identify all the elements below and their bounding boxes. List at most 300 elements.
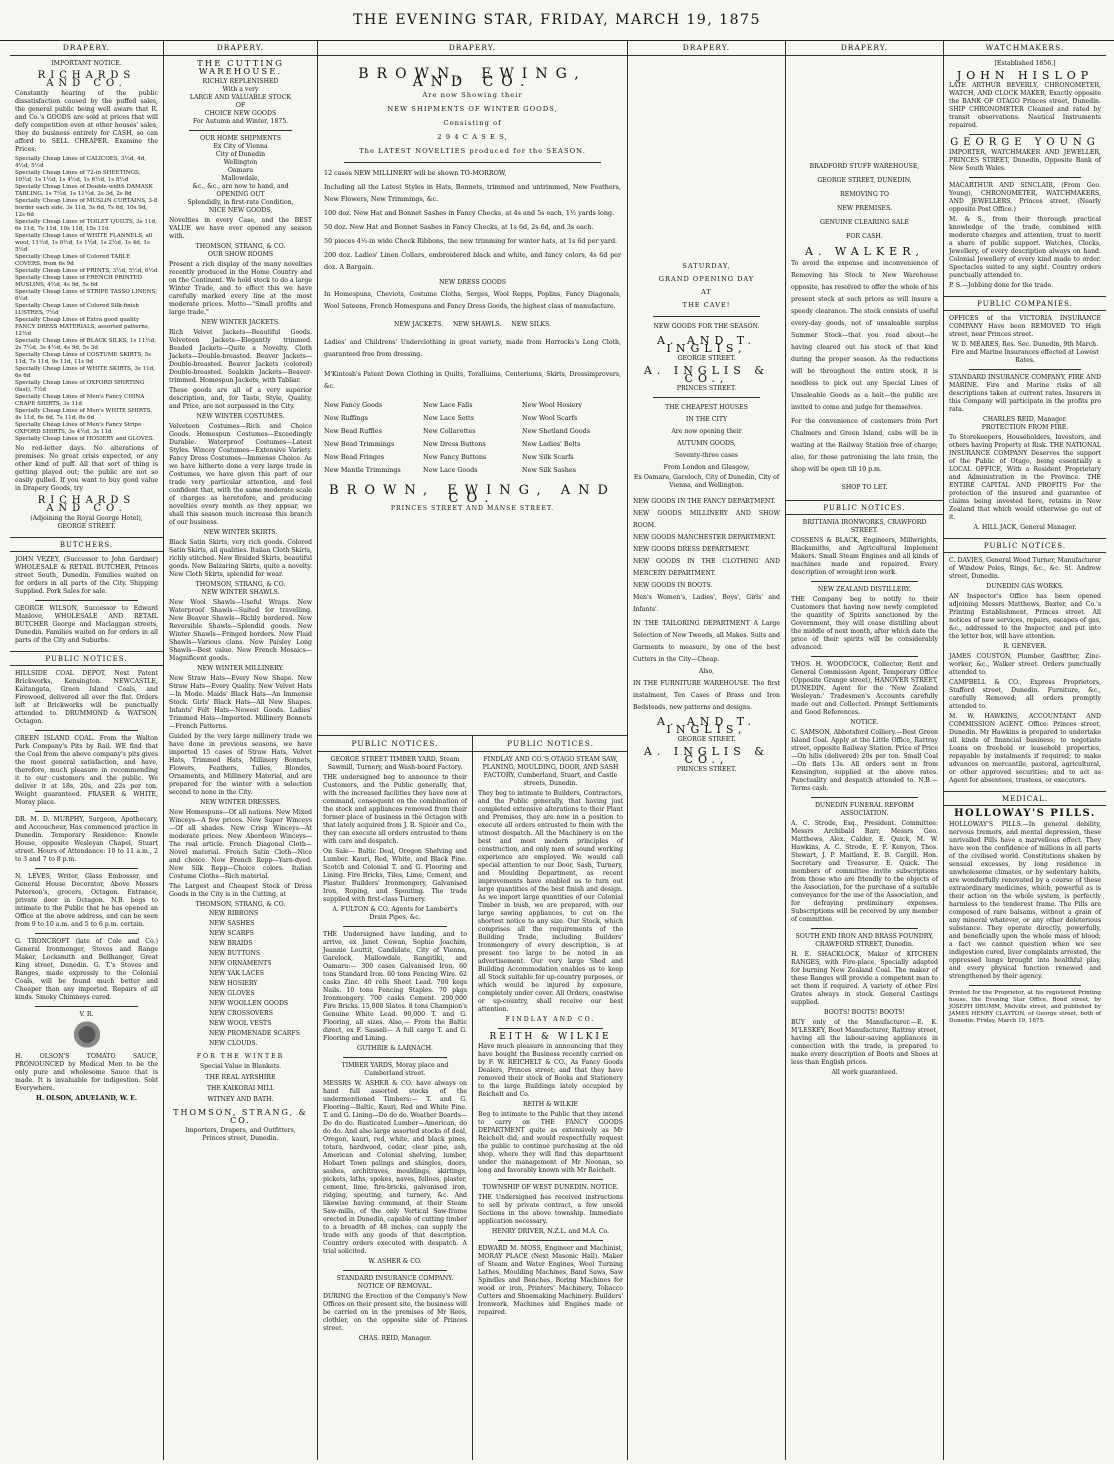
imprint: Printed for the Proprietor, at his registered Printing house, the Evening Star Office, Bond street, by JOSEPH DRUMM, Melville street, and published by JAMES HENRY CLAYTON, of George street, both of Dunedin: Friday, March 19, 1875. xyxy=(949,990,1101,1024)
ad-olson: H. OLSON'S TOMATO SAUCE, PRONOUNCED by Medical Men to be the only pure and wholesome Sauce that is made. It is invaluable for indigestion. Sold Everywhere. xyxy=(15,1053,158,1092)
price-line: Specially Cheap Lines of Men's WHITE SHIRTS, 4s 11d, 6s 6d, 7s 11d, 8s 6d xyxy=(15,408,153,421)
ad-signature: THOMSON, STRANG, & CO. xyxy=(195,243,286,250)
department: Men's Women's, Ladies', Boys', Girls' and Infants'. xyxy=(633,594,780,613)
ad-address: (Adjoining the Royal George Hotel), GEORGE STREET. xyxy=(30,515,143,530)
notice-body: THE Undersigned have landing, and to arrive, ex Janet Cowan, Sophie Joachim, Jeannie Louttit, Candidate, City of Vienna, Garelock, Mallowdale, Rangitiki, and Oamaru:— 300 cases Galvanised Iron. 60 tons Standard Iron. 60 tons Fencing Wire. 62 casks Zinc. 40 rolls Sheet Lead. 700 kegs Nails. 10 tons Fencing Staples. 70 pkgs Ironmongery. 700 casks Cement. 200,000 Fire Bricks. 15,000 Slates. 8 tons Champion's Genuine White Lead. 90,000 T. and G. Flooring, all sizes. Also,— From the Baltic direct, ex F. Sasseli— A full cargo T. and G. Flooring and Lining. xyxy=(323,931,467,1042)
advertiser-name: RICHARDS AND CO. xyxy=(37,495,136,514)
line: IN THE CITY xyxy=(685,416,728,423)
notice-body: THE Company beg to notify to their Customers that having now newly completed the quantity of Spirits sanctioned by the Government, they will cease distilling about the middle of next month, after which date the price of their spirits will be considerably advanced. xyxy=(791,596,938,651)
notice-heading: DUNEDIN FUNERAL REFORM ASSOCIATION. xyxy=(814,802,915,817)
notice-signature: W. D. MEARES, Res. Sec. Dunedin, 9th March. xyxy=(951,341,1099,348)
list-item: NEW SCARFS xyxy=(209,930,254,937)
masthead xyxy=(0,0,1114,41)
price-line: Specially Cheap Lines of Extra good quality FANCY DRESS MATERIALS, assorted patterns, 12½d xyxy=(15,317,150,337)
ad-murphy: DR. M. D. MURPHY, Surgeon, Apothecary, and Accoucheur, Has commenced practice in Dunedin. Temporary Residence: Knowle House, opposite Wesleyan Chapel, Stuart street. Hours of Attendance: 10 to 11 a.m., 2 to 3 and 7 to 8 p.m. xyxy=(15,816,158,863)
offer-line: 50 pieces 4½-in wide Check Ribbons, the new trimming for winter hats, at 1s 6d per yard. xyxy=(324,237,618,245)
line: GRAND OPENING DAY xyxy=(658,275,755,283)
notice-signature: R. GENEVER. xyxy=(1003,643,1047,650)
line: Special Value in Blankets. xyxy=(199,1063,282,1070)
public-notices-b xyxy=(473,735,628,1460)
line: Are now Showing their xyxy=(422,91,523,99)
line: REMOVING TO xyxy=(840,191,889,198)
opening-lines xyxy=(169,191,312,215)
ad-para: M. & S., from their thorough practical knowledge of the trade, combined with moderate charges and attention, trust to merit a share of public support. Watches, Clocks, Jewellery, of every description always on hand. Colonial Jewellery of every kind made to order. Spectacles suited to any sight. Country orders punctually attended to. xyxy=(949,216,1101,279)
notice-signature: CHARLES REID, Manager. xyxy=(983,416,1067,423)
line: OF xyxy=(235,102,246,109)
offer-line: 50 doz. New Hat and Bonnet Sashes in Fancy Checks, at 1s 6d, 2s 6d, and 3s each. xyxy=(324,223,594,231)
advertiser-name: THOMSON, STRANG, & CO. xyxy=(173,1108,308,1125)
list-item: NEW CROSSOVERS xyxy=(209,1010,273,1017)
category-header: BUTCHERS. xyxy=(10,537,163,552)
ad-address: PRINCES STREET. xyxy=(676,385,737,392)
grand-opening xyxy=(633,260,780,312)
notice-body: THE Undersigned has received instructions to sell by private contract, a few unsold Sections in the above township. Immediate application necessary. xyxy=(478,1194,623,1225)
department: NEW GOODS IN THE CLOTHING AND MERCERY DEPARTMENT. xyxy=(633,558,780,577)
category-header: PUBLIC COMPANIES. xyxy=(944,296,1106,311)
line: RICHLY REPLENISHED xyxy=(202,78,279,85)
section-heading: NEW DRESS GOODS xyxy=(438,279,507,286)
ad-para: Rich Velvet Jackets—Beautiful Goods. Velveteen Jackets—Elegantly trimmed. Beaded Jackets—Quite a Novelty. Cloth Jackets—Double-breasted. Beaver Jackets—Double-breasted. Beaver Jackets (colored) Double-breasted. Sealskin Jackets—Beaver-trimmed. Homespun Jackets, with Tabliar. xyxy=(169,329,312,384)
ad-address: Princes street, Dunedin. xyxy=(202,1135,279,1142)
line: Ex City of Vienna xyxy=(213,143,268,150)
price-line: Specially Cheap Lines of WHITE FLANNELS, all wool, 11½d, 1s 0½d, 1s 1½d, 1s 2½d, 1s 4d, 1s 5½d xyxy=(15,233,153,253)
royal-initials: V. R. xyxy=(79,1011,94,1018)
section-heading: NEW WINTER SHAWLS. xyxy=(201,589,280,596)
grid-item: New Silk Sashes xyxy=(522,466,576,474)
ad-address: GEORGE STREET. xyxy=(677,736,736,743)
royal-arms-icon xyxy=(70,1021,104,1051)
line: SATURDAY, xyxy=(682,262,731,270)
ad-intro: Constantly hearing of the public dissatisfaction caused by the puffed sales, the general public being well aware that R. and Co.'s GOODS are sold at prices that will defy competition even at other houses' sales, they do business entirely for CASH, so can afford to SELL CHEAPER. Examine the Prices: xyxy=(15,90,158,153)
column-6 xyxy=(944,40,1106,1460)
advertiser-name: GEORGE YOUNG xyxy=(950,137,1100,148)
ad-para: New Wool Shawls—Useful Wraps. New Waterproof Shawls—Suited for travelling. New Beaver Shawls—Richly bordered. New Reversible Shawls—Splendid goods. New Winter Shawls—Fringed borders. New Plaid Shawls—Various clans. New Paisley Long Shawls—Best value. New French Mosaics—Magnificent goods. xyxy=(169,599,312,662)
ad-para: The Largest and Cheapest Stock of Dress Goods in the City is in the Cutting, at xyxy=(169,883,312,898)
divider xyxy=(344,162,601,163)
notice-signature: CHAS. REID, Manager. xyxy=(358,1335,432,1342)
line: Mallowdale, xyxy=(221,175,260,182)
category-header: DRAPERY. xyxy=(10,40,163,56)
novelty-grid xyxy=(324,399,621,477)
ad-terms: No red-letter days. No alterations of premises. No great crisis expected, or any other kind of puff. All that sort of thing is getting played out; the public are not so easily gulled. If you want to buy good value in Drapery Goods, try xyxy=(15,445,158,492)
divider xyxy=(653,316,760,317)
grid-item: New Bead Fringes xyxy=(324,453,385,461)
line: FOR CASH. xyxy=(846,233,883,240)
ad-para: Present a rich display of the many novelties recently produced in the Home Country and on the Continent. We hold stock to do a large Winter Trade, and to effect this we have carefully marked every line at the most moderate prices. Motto—"Small profits and large trade." xyxy=(169,261,312,316)
advertiser-name: A. INGLIS & CO., xyxy=(643,364,770,385)
notice-heading: TIMBER YARDS, Moray place and Cumberland street. xyxy=(341,1062,449,1077)
line: NEW PREMISES. xyxy=(836,205,893,212)
line: GEORGE STREET, DUNEDIN. xyxy=(817,177,912,184)
ad-para: MACARTHUR AND SINCLAIR, (From Geo. Young), CHRONOMETER, WATCHMAKERS, AND JEWELLERS, Princes street, (Nearly opposite Post Office.) xyxy=(949,182,1101,213)
offer-line: 200 doz. Ladies' Linen Collars, embroidered black and white, and fancy colors, 4s 6d per doz. A Bargain. xyxy=(324,251,621,271)
price-line: Specially Cheap Lines of TOILET QUILTS, 3s 11d, 6s 11d, 7s 11d, 10s 11d, 15s 11d xyxy=(15,219,157,232)
ad-address: PRINCES STREET. xyxy=(676,766,737,773)
price-list xyxy=(15,156,158,443)
advertiser-name: BROWN, EWING, AND CO. xyxy=(358,66,587,90)
ad-coal-depot: HILLSIDE COAL DEPOT, Next Patent Brickworks, Kensington. NEWCASTLE, Kaitangata, Green Island Coals, and Firewood, delivered all over the flat. Orders left at Brickworks will be punctually attended to. DRUMMOND & WATSON, Octagon. xyxy=(15,670,158,725)
list-item: NEW YAK LACES xyxy=(209,970,264,977)
grid-item: New Fancy Buttons xyxy=(423,453,487,461)
notice-body: BUY only of the Manufacturer.—E. K. M'LESKEY, Boot Manufacturer, Rattray street, having all the labour-saving appliances in connection with the trade, is prepared to make every description of Boots and Shoes at less than English prices. xyxy=(791,1019,938,1066)
ad-para: M'Kintosh's Patent Down Clothing in Quilts, Toralluims, Centeriums, Skirts, Dressimprovers, &c. xyxy=(324,371,621,390)
divider xyxy=(969,177,1081,178)
ad-para: LATE ARTHUR BEVERLY, CHRONOMETER, WATCH, AND CLOCK MAKER, Exactly opposite the BANK OF OTAGO Princes street, Dunedin. SHIP CHRONOMETER Cleaned and rated by transit observations. Nautical Instruments repaired. xyxy=(949,82,1101,129)
grid-item: New Shetland Goods xyxy=(522,427,590,435)
ad-para: Also, xyxy=(698,668,715,675)
offers xyxy=(324,167,621,273)
section-heading: NEW WINTER MILLINERY. xyxy=(197,665,284,672)
grid-item: New Ruffings xyxy=(324,414,368,422)
ad-para: New Straw Hats—Every New Shape. New Straw Hats—Every Quality. New Velvet Hats—In Mode. Maids' Black Hats—An Immense Stock. Girls' Black Hats—All New Shapes. Infants' Felt Hats—Newest Goods. Ladies' Trimmed Hats—Imported. Millinery Bonnets—French Patterns. xyxy=(169,675,312,730)
brown-ewing-ad xyxy=(318,40,627,513)
divider xyxy=(498,1240,603,1241)
line: City of Dunedin xyxy=(215,151,266,158)
notice-body: To Storekeepers, Householders, Investors, and others having Property at Risk. THE NATIONAL INSURANCE COMPANY Deserves the support of the Public of Otago, being essentially a LOCAL OFFICE, With a Resident Proprietary and Administration in the Province. THE ENTIRE CAPITAL AND PROFITS For the protection of the insured and guarantee of claims being invested here, retains in New Zealand that which would otherwise go out of it. xyxy=(949,434,1101,521)
notice-body: DURING the Erection of the Company's New Offices on their present site, the business will be carried on in the premises of Mr Rees, clothier, on the opposite side of Princes street. xyxy=(323,1293,467,1332)
notice-body: AN Inspector's Office has been opened adjoining Messrs Matthews, Baxter, and Co.'s Printing Establishment, Princes street. All notices of new services, repairs, escapes of gas, &c., addressed to the Inspector, and put into the letter box, will have attention. xyxy=(949,593,1101,640)
ship-list xyxy=(169,143,312,191)
price-line: Specially Cheap Lines of Colored Silk-finish LUSTRES, 7½d xyxy=(15,303,139,316)
section-heading: SHOP TO LET. xyxy=(841,484,888,491)
section-heading: NEW JACKETS. NEW SHAWLS. NEW SILKS. xyxy=(393,321,552,328)
divider xyxy=(969,134,1081,135)
ad-address: GEORGE STREET. xyxy=(677,355,736,362)
line: THE REAL AYRSHIRE xyxy=(205,1074,276,1081)
ad-para: Ex Oamaru, Gareloch, City of Dunedin, City of Vienna, and Wellington. xyxy=(633,474,780,489)
notice-body: They beg to intimate to Builders, Contractors, and the Public generally, that having just completed extensive alterations to their Plant and Premises, they are now in a position to execute all orders entrusted to them with the utmost despatch. All the Machinery is on the best and most modern principles of construction, and only men of sound working experience are employed. We would call special attention to our Door, Sash, Turnery, and Moulding Department, as recent improvements have enabled us to turn out large quantities of the best finish and design. As we import large quantities of our Colonial Timber in bush, we are prepared, with our large sawing appliances, to cut on the shortest notice to any size. Our Stock, which comprises all the requirements of the Building Trade, including Builders' Ironmongery of every description, is at present too large to be noted in an advertisement. Our very large Shed and Building Accommodation enables us to keep all Stock suitable for up-country purposes, or which would be injured by exposure, completely under cover. All Orders, coastwise or up-country, shall receive our best attention. xyxy=(478,790,623,1013)
ad-green-island: GREEN ISLAND COAL. From the Walton Park Company's Pits by Rail. WE find that the Coal from the above company's pits gives the most general satisfaction, and have, therefore, much pleasure in recommending it to our customers and the public. We deliver it at 18s, 20s, and 22s per ton. Weight guaranteed. FRASER & WHITE, Moray place. xyxy=(15,735,158,806)
advertiser-name: A. INGLIS & CO., xyxy=(643,745,770,766)
notice-signature: A. HILL JACK, General Manager. xyxy=(973,524,1077,531)
divider xyxy=(811,928,918,929)
category-header: MEDICAL. xyxy=(944,791,1106,806)
category-header: PUBLIC NOTICES. xyxy=(786,500,943,515)
line: Splendidly, in first-rate Condition, xyxy=(187,199,294,206)
category-header: WATCHMAKERS. xyxy=(944,40,1106,56)
advertiser-name: REITH & WILKIE xyxy=(489,1032,612,1042)
price-line: Specially Cheap Lines of PRINTS, 3½d, 5½d, 6½d xyxy=(15,268,158,274)
cheapest-lines xyxy=(633,402,780,474)
notice-heading: GEORGE STREET TIMBER YARD, Steam Sawmill, Turnery, and Wash-board Factory. xyxy=(327,756,463,771)
divider xyxy=(343,1057,447,1058)
notice-body: MESSRS W. ASHER & CO. have always on hand full assorted stocks of the undermentioned Timbers:— T. and G. Flooring—Baltic, Kauri, Red and White Pine. T. and G. Lining—Do do do. Weather Boards—Do do do. Rusticated Lumber—American, do do do. And also large assorted stocks of deal, Oregon, kauri, red, white, and black pines, totara, hardwood, cedar, clear pine, ash, American and Colonial shelving, lumber, Hobart Town palings and shingles, doors, sashes, architraves, mouldings, skirtings, pickets, laths, spokes, naves, felloes, plaster, cement, lime, fire-bricks, galvanised iron, ridging, spouting, and turnery, &c. And likewise having command, at their Steam Saw-mills, of the only Vertical Saw-frame erected in Dunedin, capable of cutting timber to a breadth of 48 inches, can supply the trade with any goods of that description. Country orders executed with despatch. A trial solicited. xyxy=(323,1080,467,1255)
grid-item: New Lace Setts xyxy=(423,414,474,422)
line: BRADFORD STUFF WAREHOUSE, xyxy=(809,163,920,170)
section-heading: NEW WINTER DRESSES. xyxy=(200,799,281,806)
department-list xyxy=(633,496,780,616)
offer-line: Including all the Latest Styles in Hats, Bonnets, trimmed and untrimmed, New Feathers, New Flowers, New Trimmings, &c. xyxy=(324,183,621,203)
advertiser-name: JOHN HISLOP xyxy=(956,69,1094,82)
line: GENUINE CLEARING SALE xyxy=(819,219,910,226)
ad-leves: N. LEVES, Writer, Glass Embosser, and General House Decorator, Above Messrs Paterson's, grocers, Octagon. Entrance, private door in Octagon. N.B. begs to intimate to the Public that he has opened an Office at the above address, and can be seen from 9 to 10 a.m. and 5 to 6 p.m. certain. xyxy=(15,873,158,928)
blanket-lines xyxy=(169,1061,312,1105)
ad-para: These goods are all of a very superior description, and, for Taste, Style, Quality, and Price, are not surpassed in the City. xyxy=(169,387,312,410)
divider xyxy=(811,581,918,582)
category-header: PUBLIC NOTICES. xyxy=(10,651,163,666)
divider xyxy=(343,926,447,927)
notice-body: OFFICES of the VICTORIA INSURANCE COMPANY Have been REMOVED TO High street, near Princes street. xyxy=(949,315,1101,338)
ad-para: P. S.—Jobbing done for the trade. xyxy=(949,282,1054,289)
section-heading: OUR HOME SHIPMENTS xyxy=(199,135,282,142)
ad-address: Importers, Drapers, and Outfitters, xyxy=(185,1127,296,1134)
department: NEW GOODS IN BOOTS. xyxy=(633,582,713,589)
divider xyxy=(343,1270,447,1271)
price-line: Specially Cheap Lines of Men's Fancy Stripe OXFORD SHIRTS, 3s 4½d, 3s 11d xyxy=(15,422,142,435)
notice-body: C. DAVIES, General Wood Turner, Manufacturer of Window Poles, Rings, &c., &c. St. Andrew street, Dunedin. xyxy=(949,557,1101,580)
line: The LATEST NOVELTIES produced for the SEASON. xyxy=(359,147,586,155)
grid-item: New Dress Buttons xyxy=(423,440,486,448)
line: THE CHEAPEST HOUSES xyxy=(665,404,748,411)
divider xyxy=(35,811,138,812)
ad-para: IMPORTER, WATCHMAKER AND JEWELLER, PRINCES STREET, Dunedin, Opposite Bank of New South Wales. xyxy=(949,149,1101,172)
ad-troncroft: G. TRONCROFT (late of Cole and Co.) General Ironmonger, Stoves and Range Maker, Locksmith and Bellhanger, Great King street, Dunedin. G. T.'s Stoves and Ranges, made expressly to the Colonial Coals, will be found much better and Cheaper than any imported. Repairs of all kinds. Smoky Chimneys cured. xyxy=(15,938,158,1001)
notice-signature: A. FULTON & CO. Agents for Lambert's Drain Pipes, &c. xyxy=(332,906,458,921)
notice-heading: NEW ZEALAND DISTILLERY. xyxy=(817,586,912,593)
advertiser-name: A. AND T. INGLIS, xyxy=(656,715,757,736)
price-line: Specially Cheap Lines of Colored TABLE COVERS, from 6s 9d xyxy=(15,254,131,267)
list-item: NEW HOSIERY xyxy=(209,980,258,987)
divider xyxy=(969,985,1081,986)
ad-signature: THOMSON, STRANG, & CO. xyxy=(195,901,286,908)
department: NEW GOODS DRESS DEPARTMENT. xyxy=(633,546,750,553)
department: NEW GOODS MANCHESTER DEPARTMENT. xyxy=(633,534,776,541)
ad-para: For the convenience of customers from Port Chalmers and Green Island, cabs will be in waiting at the Railway Station free of charge; also, for those patronising the late train, the shop will be open till 10 p.m. xyxy=(791,418,938,473)
line: For Autumn and Winter, 1875. xyxy=(192,118,289,125)
price-line: Specially Cheap Lines of COSTUME SKIRTS, 5s 11d, 7s 11d, 9s 11d, 11s 9d xyxy=(15,352,152,365)
ad-para: Velveteen Costumes—Rich and Choice Goods. Homespun Costumes—Exceedingly Durable. Waterproof Costumes—Latest Styles. Wincey Costumes—Extensive Variety. Fancy Dress Costumes—Immense Choice. As we have hitherto done a very large trade in Costumes, we have given this part of our trade very particular attention, and feel confident that, with the same moderate scale of charges as heretofore, and producing novelties every month as they appear, we shall this season much increase this branch of our business. xyxy=(169,423,312,526)
list-item: NEW PROMENADE SCARFS xyxy=(209,1030,300,1037)
notice-body: M. W. HAWKINS, ACCOUNTANT AND COMMISSION AGENT. Office: Princes street, Dunedin. Mr Hawkins is prepared to undertake all kinds of financial business; to negotiate Loans on freehold or leasehold properties, repayable by instalments if required; to make advances on mercantile, pastoral, agricultural, or other approved securities; and to act as Agent for absentees, trustees, or executors. xyxy=(949,713,1101,784)
price-line: Specially Cheap Lines of OXFORD SHIRTING (fast), 7½d xyxy=(15,380,145,393)
price-line: Specially Cheap Lines of 72-in SHEETINGS, 10½d, 1s 1½d, 1s 4½d, 1s 6½d, 1s 8½d xyxy=(15,170,141,183)
advertiser-name: A. WALKER, xyxy=(805,245,924,258)
offer-line: 100 doz. New Hat and Bonnet Sashes in Fancy Checks, at 4s and 5s each, 1½ yards long. xyxy=(324,209,615,217)
grid-item: New Bead Trimmings xyxy=(324,440,395,448)
divider xyxy=(811,656,918,657)
line: Wellington xyxy=(223,159,258,166)
line: Consisting of xyxy=(443,119,502,127)
blank-space xyxy=(791,60,938,160)
column-1 xyxy=(10,40,164,1460)
holloway-title: HOLLOWAY'S PILLS. xyxy=(954,808,1096,819)
category-header: PUBLIC NOTICES. xyxy=(473,736,628,752)
notice-heading: FINDLAY AND CO.'S OTAGO STEAM SAW, PLANING, MOULDING, DOOR, AND SASH FACTORY, Cumberland, Stuart, and Castle streets, Dunedin. xyxy=(482,756,619,787)
notice-subtitle: IMPORTANT NOTICE. xyxy=(51,60,122,67)
offer-line: 12 cases NEW MILLINERY will be shown TO-MORROW, xyxy=(324,169,507,177)
divider xyxy=(498,1028,603,1029)
divider xyxy=(969,369,1081,370)
notice-signature: W. ASHER & CO. xyxy=(368,1258,422,1265)
list-item: NEW BRAIDS xyxy=(209,940,253,947)
notice-body: CAMPBELL & CO., Express Proprietors, Stafford street, Dunedin. Furniture, &c., carefully Removed; all orders promptly attended to. xyxy=(949,679,1101,710)
advertiser-name: BROWN, EWING, AND CO. xyxy=(329,483,616,506)
line: Oamaru xyxy=(227,167,254,174)
notice-heading: BOOTS! BOOTS! BOOTS! xyxy=(824,1009,905,1016)
ad-para: Guided by the very large millinery trade we have done in previous seasons, we have imported 15 cases of Straw Hats, Velvet Hats, Trimmed Hats, Millinery Bonnets, Flowers, Feathers, Tulles, Blondes, Ornaments, and Millinery Material, and are prepared for the winter with a selection second to none in the City. xyxy=(169,733,312,796)
line: CHOICE NEW GOODS xyxy=(204,110,277,117)
column-3 xyxy=(318,40,628,1460)
notice-body: COSSENS & BLACK, Engineers, Millwrights, Blacksmiths, and Agricultural Implement Makers. Small Steam Engines and all kinds of machines made and repaired. Every description of wrought iron work. xyxy=(791,537,938,576)
department: NEW GOODS MILLINERY AND SHOW ROOM. xyxy=(633,510,780,529)
price-line: Specially Cheap Lines of HOSIERY and GLOVES. xyxy=(15,436,155,442)
divider xyxy=(498,1179,603,1180)
notice-heading: TOWNSHIP OF WEST DUNEDIN. NOTICE. xyxy=(482,1184,619,1191)
ad-para: New Homespuns—Of all nations. New Mixed Winceys—A few prices. New Super Winceys—Of all shades. New Crisp Winceys—At moderate prices. New Aberdeen Winceys—The real article. French Diagonal Cloth—Novel material. French Satin Cloth—Nice and choice. New French Repp—Yarn-dyed. New Silk Repp—Choice colors. Italian Costume Cloths—Rich material. xyxy=(169,809,312,880)
category-header: DRAPERY. xyxy=(318,40,627,56)
notice-body: On Sale— Baltic Deal, Oregon Shelving and Lumber. Kauri, Red, White, and Black Pine. Scotch and Colonial T. and G. Flooring and Lining. Fire Bricks, Tiles, Lime, Cement, and Plaster. Builders' Ironmongery, Galvanised Iron, Roping, and Spouting. The trade supplied with first-class Turnery. xyxy=(323,848,467,903)
masthead-title: THE EVENING STAR, FRIDAY, MARCH 19, 1875 xyxy=(353,12,761,28)
list-item: NEW CLOUDS. xyxy=(209,1040,258,1047)
advertiser-name: THE CUTTING WAREHOUSE. xyxy=(197,59,284,77)
ad-signature: THOMSON, STRANG, & CO. xyxy=(195,581,286,588)
list-item: NEW GLOVES xyxy=(209,990,255,997)
section-heading: NEW GOODS FOR THE SEASON. xyxy=(653,323,760,330)
ad-para: IN THE TAILORING DEPARTMENT A Large Selection of New Tweeds, all Makes. Suits and Garments to measure, by one of the best Cutters in the City—Cheap. xyxy=(633,620,780,663)
section-heading: NEW WINTER COSTUMES. xyxy=(196,413,285,420)
notice-body: HOLLOWAY'S PILLS.—In general debility, nervous tremors, and mental depression, these unrivalled Pills have a marvellous effect. They have won the confidence of millions in all parts of the civilised world. Constitutions shaken by sensual excesses, by long residence in unwholesome climates, or by sedentary habits, are wonderfully renovated by a course of these extraordinary medicines, which, powerful as is their action on the whole system, is perfectly harmless to the tenderest frame. The Pills are composed of rare balsams, without a grain of any mineral whatever, or any other deleterious substance. They operate directly, powerfully, and beneficially upon the whole mass of blood; a fact we cannot question when we see indigestion cured, liver complaints arrested, the oppressed lungs brought into healthful play, and every physical function renewed and strengthened by their agency. xyxy=(949,821,1101,980)
list-item: NEW SASHES xyxy=(209,920,255,927)
notice-body: EDWARD M. MOSS, Engineer and Machinist, MORAY PLACE (Next Masonic Hall). Maker of Steam and Water Engines, Wool Turning Lathes, Moulding Machines, Band Saws, Saw Spindles and Benches, Boring Machines for wood or iron, Printers' Machinery, Tobacco Cutters and Shoemaking Machinery. Builders' Ironwork. Machines and Engines made or repaired. xyxy=(478,1245,623,1316)
ad-wilson: GEORGE WILSON, Successor to Edward Manlove, WHOLESALE AND RETAIL BUTCHER George and Maclaggan streets, Dunedin. Families waited on for orders in all parts of the City and Suburbs. xyxy=(15,605,158,644)
department: NEW GOODS IN THE FANCY DEPARTMENT. xyxy=(633,498,776,505)
notice-body: STANDARD INSURANCE COMPANY, FIRE AND MARINE. Fire and Marine risks of all descriptions taken at current rates. Insurers in this Company will participate in the profits pro rata. xyxy=(949,374,1101,413)
section-heading: NEW WINTER SKIRTS. xyxy=(203,529,278,536)
grid-item: New Fancy Goods xyxy=(324,401,383,409)
ad-vezey: JOHN VEZEY, (Successor to John Gardner) WHOLESALE & RETAIL BUTCHER, Princes street South, Dunedin. Families waited on for orders in all parts of the City. Shipping Supplied. Pork Sales for sale. xyxy=(15,556,158,595)
line: THE CAVE! xyxy=(682,301,731,309)
intro-lines xyxy=(324,88,621,158)
category-header: DRAPERY. xyxy=(786,40,943,56)
blank-space xyxy=(633,60,780,260)
grid-item: New Bead Ruffles xyxy=(324,427,382,435)
divider xyxy=(35,600,138,601)
line: AT xyxy=(701,288,712,296)
category-header: PUBLIC NOTICES. xyxy=(944,538,1106,553)
section-heading: FOR THE WINTER xyxy=(196,1053,285,1060)
category-header: DRAPERY. xyxy=(164,40,317,56)
column-2 xyxy=(164,40,318,1460)
ad-para: Ladies' and Childrens' Underclothing in great variety, made from Horrocks's Long Cloth, guaranteed free from dressing. xyxy=(324,339,621,358)
divider xyxy=(35,1006,138,1007)
ad-olson-sig: H. OLSON, ADUELAND, W. E. xyxy=(35,1095,138,1102)
notice-body: A. C. Strode, Esq., President. Committee: Messrs Archibald Barr, Messrs Geo. Matthews, Alex. Calder, E. Quick, M. W. Hawkins, A. C. Strode, E. F. Kenyon, Thos. Stewart, J. P. Maitland, E. B. Cargill. Hon. Secretary and Treasurer, E. Quick. The members of committee invite subscriptions from those who are friendly to the objects of the Association, for the purchase of a suitable conveyance for the use of the Association, and for defraying preliminary expenses. Subscriptions will be received by any member of committee. xyxy=(791,820,938,923)
price-line: Specially Cheap Lines of Double-width DAMASK TABLING, 1s 7½d, 1s 11½d, 2s 3d, 2s 8d xyxy=(15,184,153,197)
advertiser-name: RICHARDS AND CO. xyxy=(37,70,136,89)
notice-heading: SOUTH END IRON AND BRASS FOUNDRY, CRAWFORD STREET, Dunedin. xyxy=(795,933,934,948)
established: [Established 1856.] xyxy=(994,60,1056,67)
price-line: Specially Cheap Lines of STRIPE TASSO LINENS, 6½d xyxy=(15,289,157,302)
grid-item: New Silk Scarfs xyxy=(522,453,574,461)
advertiser-name: A. AND T. INGLIS, xyxy=(656,334,757,355)
category-header: DRAPERY. xyxy=(628,40,785,56)
column-4 xyxy=(628,40,786,1460)
notice-signature: FINDLAY AND CO. xyxy=(505,1016,596,1023)
notice-heading: STANDARD INSURANCE COMPANY. NOTICE OF REMOVAL. xyxy=(336,1275,454,1290)
price-line: Specially Cheap Lines of CALICOES, 3½d, 4d, 4½d, 5½d xyxy=(15,156,147,169)
notice-body: THOS. H. WOODCOCK, Collector, Rent and General Commission Agent, Temporary Office (Opposite Grange street), HANOVER STREET, DUNEDIN. Agent for the 'New Zealand Wesleyan.' Tradesmen's Accounts carefully made out and Collected. Prompt Settlements and Good References. xyxy=(791,661,938,716)
notice-body: THE undersigned beg to announce to their Customers, and the Public generally, that, with the increased facilities they have now at command, consequent on the combination of the stock and appliances removed from their former place of business in the Octagon with that lately acquired from J. R. Spicer and Co., they can execute all orders entrusted to them with care and despatch. xyxy=(323,774,467,845)
line: Are now opening their xyxy=(671,428,742,435)
grid-item: New Collarettes xyxy=(423,427,476,435)
line: WITNEY AND BATH. xyxy=(207,1096,274,1103)
advertiser-name: REITH & WILKIE xyxy=(522,1101,579,1108)
divider xyxy=(35,868,138,869)
section-heading: OUR SHOW ROOMS xyxy=(207,251,274,258)
ad-para: Black Satin Skirts, very rich goods. Colored Satin Skirts, all qualities. Italian Cloth Skirts, richly stitched. New Braided Skirts, beautiful goods. New Balzaring Skirts, quite a novelty. New Cloth Skirts, splendid for wear. xyxy=(169,539,312,578)
list-item: NEW BUTTONS xyxy=(209,950,261,957)
line: OPENING OUT xyxy=(216,191,265,198)
price-line: Specially Cheap Lines of WHITE SKIRTS, 3s 11d, 6s 6d xyxy=(15,366,156,379)
price-line: Specially Cheap Lines of FRENCH PRINTED MUSLINS, 4½d, 4s 9d, 5s 6d xyxy=(15,275,143,288)
bradford-lines xyxy=(791,160,938,244)
grid-item: New Wool Hosiery xyxy=(522,401,582,409)
price-line: Specially Cheap Lines of MUSLIN CURTAINS, 3-8 border each side, 3s 11d, 5s 6d, 7s 6d, 10s 9d, 12s 6d xyxy=(15,198,158,218)
notice-heading: NOTICE. xyxy=(850,719,879,726)
grid-item: New Mantle Trimmings xyxy=(324,466,401,474)
notice-body: Fire and Marine Insurances effected at Lowest Rates. xyxy=(951,349,1099,364)
line: 2 9 4 C A S E S, xyxy=(437,133,508,141)
section-heading: NEW WINTER JACKETS. xyxy=(201,319,280,326)
list-item: NEW RIBBONS xyxy=(209,910,259,917)
grid-item: New Wool Scarfs xyxy=(522,414,578,422)
notice-body: JAMES COUSTON, Plumber, Gasfitter, Zinc-worker, &c., Walker street. Orders punctually attended to. xyxy=(949,653,1101,676)
line: NEW SHIPMENTS OF WINTER GOODS, xyxy=(387,105,558,113)
public-notices-a xyxy=(318,735,473,1460)
notice-body: Beg to intimate to the Public that they intend to carry on THE FANCY GOODS DEPARTMENT quite as extensively as Mr Reichelt did, and would respectfully request the public to continue purchasing at the old shop, where they will find this department under the management of Mr Noonan, so long and favorably known with Mr Reichelt. xyxy=(478,1111,623,1174)
line: NICE NEW GOODS, xyxy=(208,207,273,214)
new-items-list xyxy=(169,909,312,1049)
ad-para: To avoid the expense and inconvenience of Removing his Stock to New Warehouse opposite, has resolved to offer the whole of his present stock at such prices as will insure a speedy clearance. The stock consists of useful every-day goods, not of unsaleable surplus Summer Stock—that you read about—he having cleared out his stock of that kind during the proper season. As the reductions will be throughout the entire stock, it is needless to pick out any Special Lines of Unsaleable Goods as a bait—the public are invited to come and judge for themselves. xyxy=(791,260,938,411)
divider xyxy=(653,397,760,398)
grid-item: New Ladies' Belts xyxy=(522,440,581,448)
list-item: NEW WOOL VESTS xyxy=(209,1020,272,1027)
line: From London and Glasgow, xyxy=(663,464,750,471)
notice-signature: GUTHRIE & LARNACH. xyxy=(357,1045,433,1052)
divider xyxy=(189,130,292,131)
ad-address: PRINCES STREET AND MANSE STREET. xyxy=(390,505,555,512)
line: LARGE AND VALUABLE STOCK xyxy=(189,94,292,101)
ad-para: In Homespuns, Cheviots, Costume Cloths, Serges, Wool Repps, Poplins, Fancy Diagonals, Wool Sateens, French Homespuns and Fancy Dress Goods, the highest class of manufacture. xyxy=(324,291,621,310)
line: AUTUMN GOODS, xyxy=(677,440,736,447)
price-line: Specially Cheap Lines of BLACK SILKS, 1s 11½d, 2s 7½d, 3s 4½d, 4s 9d, 5s 3d xyxy=(15,338,156,351)
price-line: Specially Cheap Lines of Men's Fancy CHINA CRAPE SHIRTS, 3s 11d xyxy=(15,394,145,407)
notice-body: Have much pleasure in announcing that they have bought the Business recently carried on by F. W. REICHELT & CO., As Fancy Goods Dealers, Princes street; and that they have removed their stock of Books and Stationery to the large Buildings lately occupied by Reichelt and Co. xyxy=(478,1043,623,1098)
notice-heading: PROTECTION FROM FIRE. xyxy=(981,424,1069,431)
notice-body: H. E. SHACKLOCK, Maker of KITCHEN RANGES, with Fire-place, Specially adapted for burning New Zealand Coal. The maker of these Ranges will provide a competent man to set them if required. A variety of other Fire Grates always in stock. General Castings supplied. xyxy=(791,951,938,1006)
category-header: PUBLIC NOTICES. xyxy=(318,736,472,752)
notice-signature: All work guaranteed. xyxy=(831,1069,898,1076)
line: THE KAIKORAI MILL xyxy=(206,1085,275,1092)
notice-heading: BRITTANIA IRONWORKS, CRAWFORD STREET. xyxy=(802,519,927,534)
column-5 xyxy=(786,40,944,1460)
grid-item: New Lace Goods xyxy=(423,466,478,474)
notice-signature: HENRY DRIVER, N.Z.L. and M.A. Co. xyxy=(491,1228,610,1235)
list-item: NEW WOOLLEN GOODS xyxy=(209,1000,289,1007)
notice-heading: DUNEDIN GAS WORKS. xyxy=(986,583,1064,590)
line: &c., &c., are now to hand, and xyxy=(192,183,289,190)
line: Seventy-three cases xyxy=(674,452,738,459)
line: With a very xyxy=(222,86,259,93)
ad-para: Novelties in every Case, and the BEST VALUE we have ever opened any season with. xyxy=(169,217,312,240)
divider xyxy=(35,933,138,934)
intro-lines xyxy=(169,78,312,126)
list-item: NEW ORNAMENTS xyxy=(209,960,272,967)
grid-item: New Lace Falls xyxy=(423,401,473,409)
notice-body: C. SAMSON, Abbotsford Colliery.—Best Green Island Coal. Apply at the Little Office, Rattray street, opposite Railway Station. Price of Price—On hills (delivered) 20s per ton. Small Coal—On flats 13s. All orders sent in from Kensington, supplied at the above rates. Punctuality and despatch attended to. N.B.—Terms cash. xyxy=(791,729,938,792)
divider xyxy=(35,730,138,731)
ad-para: IN THE FURNITURE WAREHOUSE. The first instalment, Ten Cases of Brass and Iron Bedsteads, new patterns and designs. xyxy=(633,680,780,711)
